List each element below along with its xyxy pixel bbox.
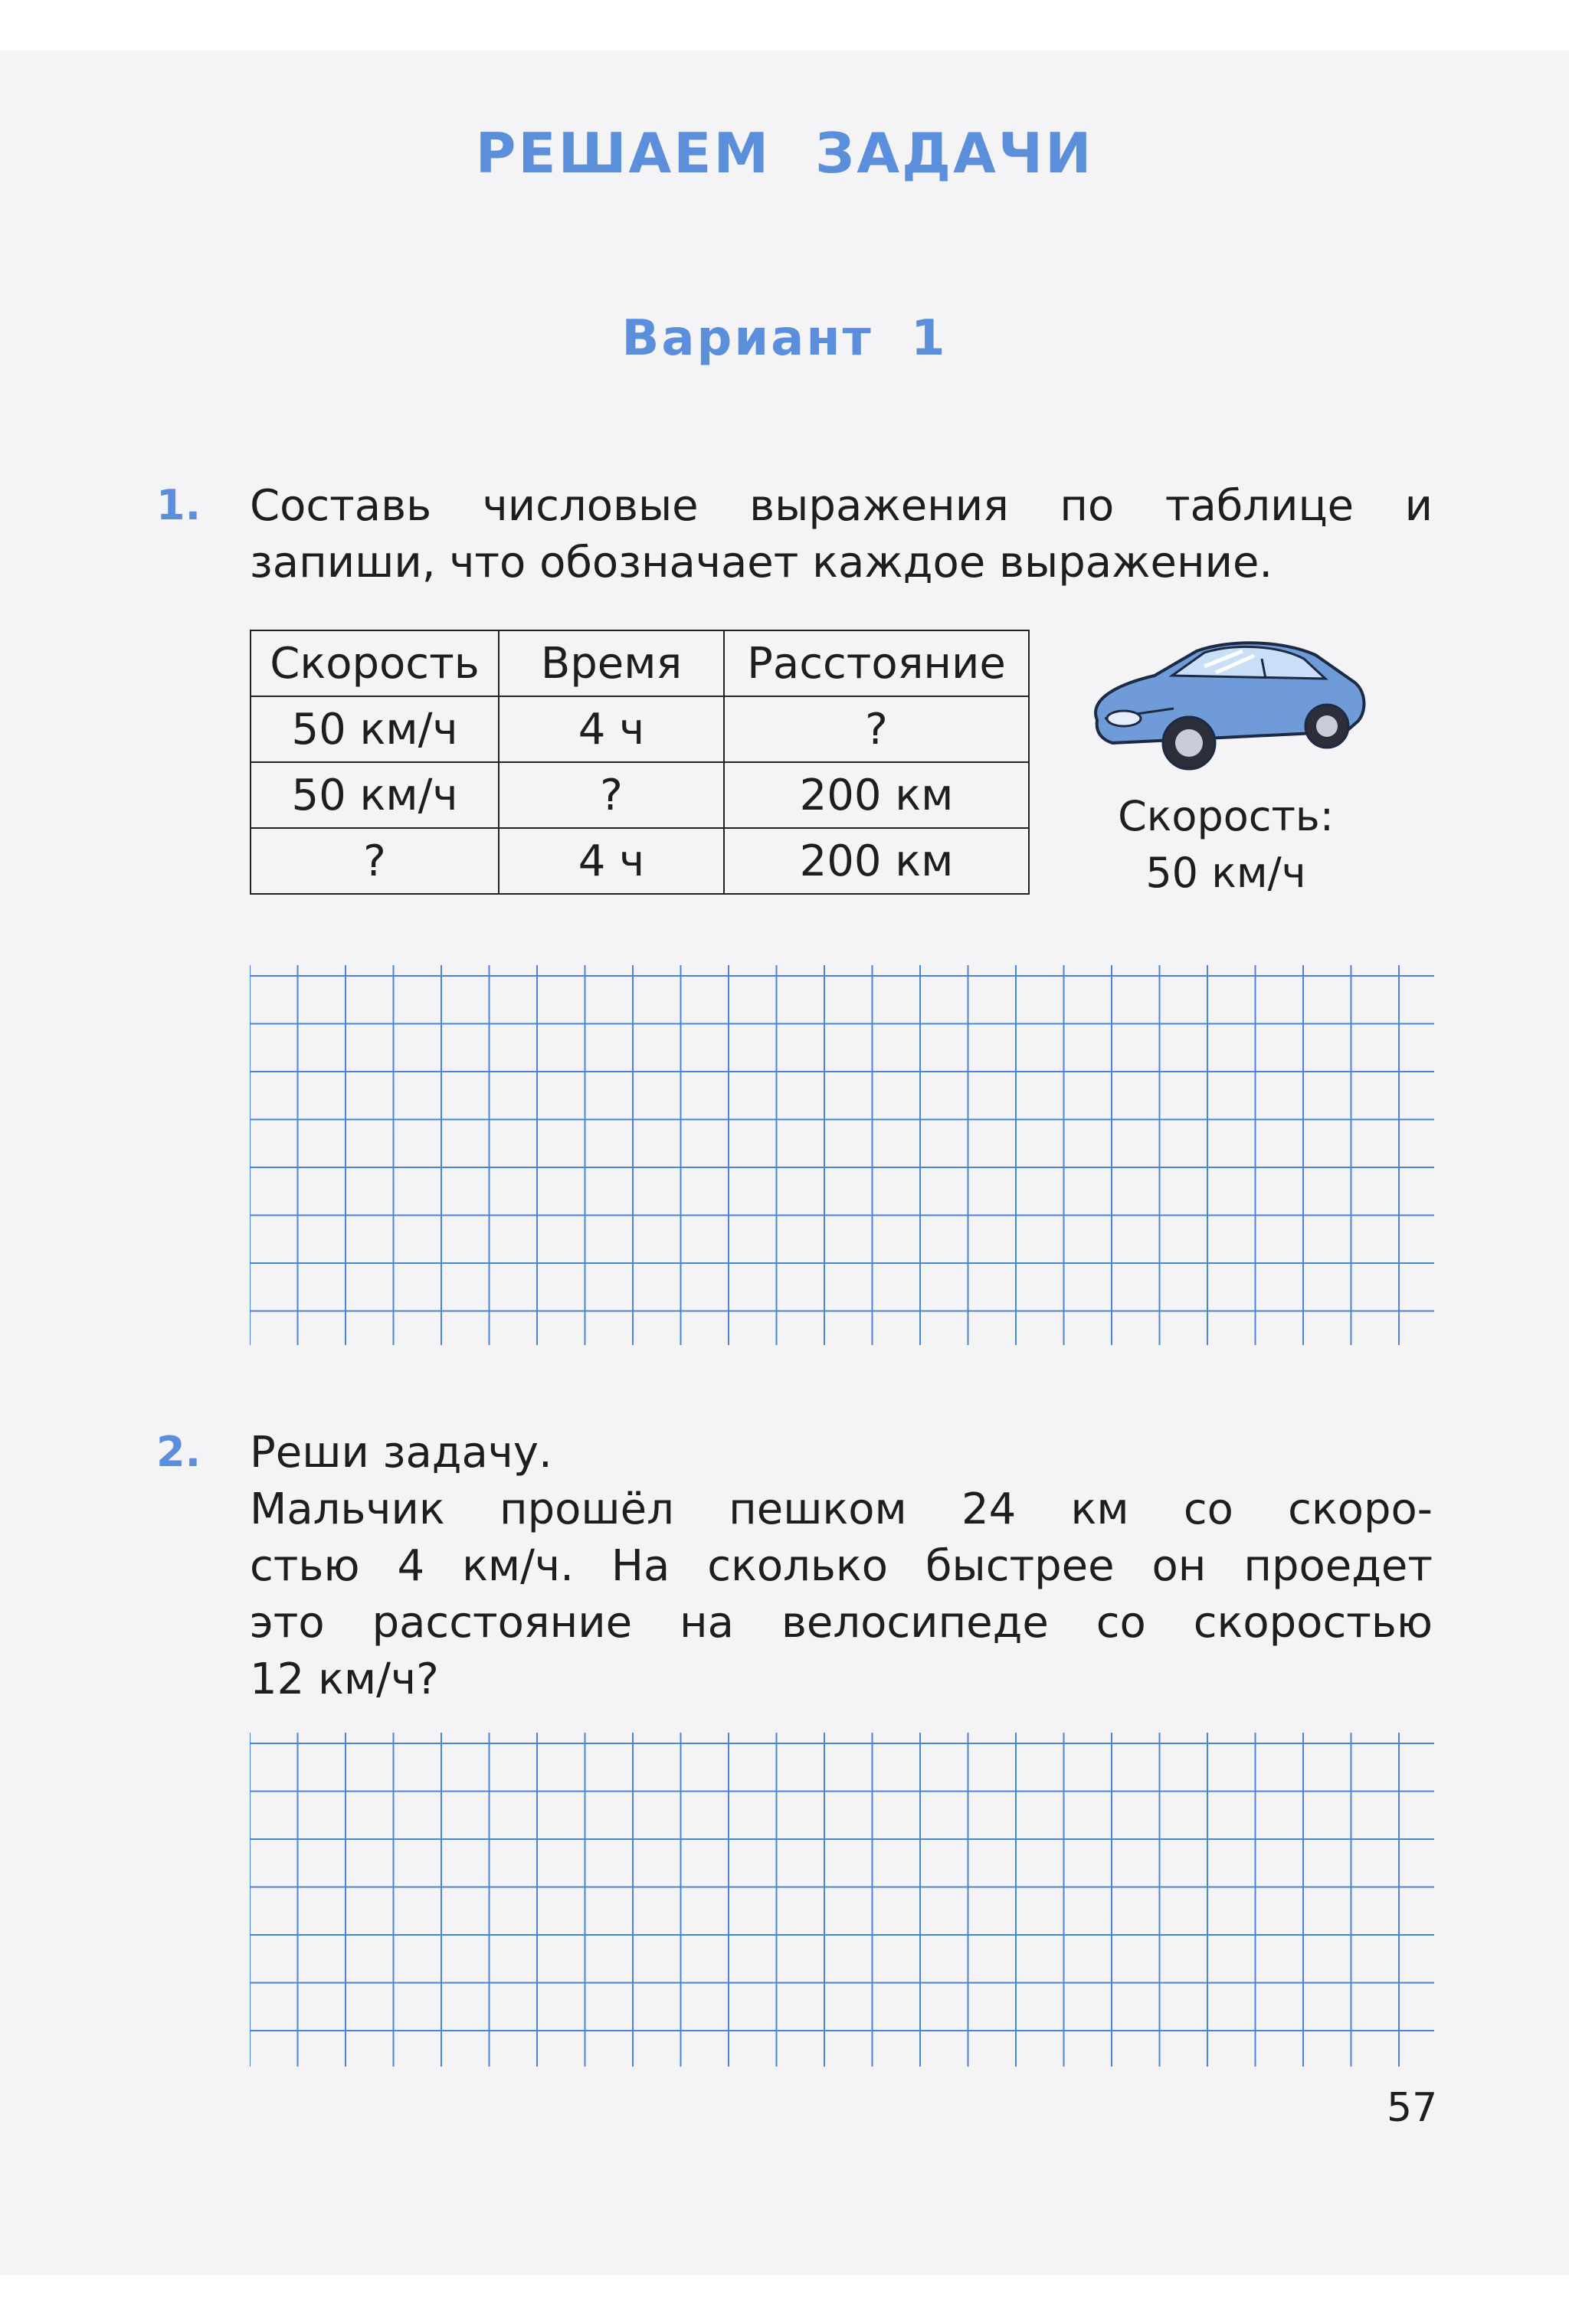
table-cell: 50 км/ч xyxy=(251,762,499,828)
task-2-text-line-1: Мальчик прошёл пешком 24 км со скоро- xyxy=(250,1484,1433,1534)
table-cell: ? xyxy=(251,828,499,894)
table-header-cell: Скорость xyxy=(251,630,499,696)
car-caption-line-1: Скорость: xyxy=(1118,792,1334,840)
table-cell: 4 ч xyxy=(499,828,724,894)
table-cell: 200 км xyxy=(724,762,1029,828)
task-1-text-line-2: запиши, что обозначает каждое выражение. xyxy=(250,538,1273,588)
table-header-row xyxy=(251,630,1029,696)
task-2-text-line-4: 12 км/ч? xyxy=(250,1655,439,1704)
car-caption-line-2: 50 км/ч xyxy=(1145,849,1306,897)
task-1-number: 1. xyxy=(156,481,201,529)
table-cell: 4 ч xyxy=(499,696,724,762)
table-cell: 200 км xyxy=(724,828,1029,894)
table-row xyxy=(251,696,1029,762)
table-row xyxy=(251,762,1029,828)
answer-grid-task-2[interactable] xyxy=(250,1733,1434,2067)
table-cell: ? xyxy=(724,696,1029,762)
page-title: РЕШАЕМ ЗАДАЧИ xyxy=(475,121,1094,185)
table-row xyxy=(251,828,1029,894)
answer-grid-task-1[interactable] xyxy=(250,965,1434,1345)
task-2-intro: Реши задачу. xyxy=(250,1428,552,1478)
variant-heading: Вариант 1 xyxy=(621,310,948,367)
page-number: 57 xyxy=(1387,2085,1438,2131)
task-2-text-line-3: это расстояние на велосипеде со скоростью xyxy=(250,1598,1433,1648)
table-cell: ? xyxy=(499,762,724,828)
table-cell: 50 км/ч xyxy=(251,696,499,762)
table-header-cell: Расстояние xyxy=(724,630,1029,696)
task-2-text-line-2: стью 4 км/ч. На сколько быстрее он проедет xyxy=(250,1541,1433,1591)
speed-time-distance-table xyxy=(250,630,1030,895)
car-illustration xyxy=(1082,628,1373,781)
task-1-text-line-1: Составь числовые выражения по таблице и xyxy=(250,481,1433,531)
task-2-number: 2. xyxy=(156,1428,201,1476)
table-header-cell: Время xyxy=(499,630,724,696)
